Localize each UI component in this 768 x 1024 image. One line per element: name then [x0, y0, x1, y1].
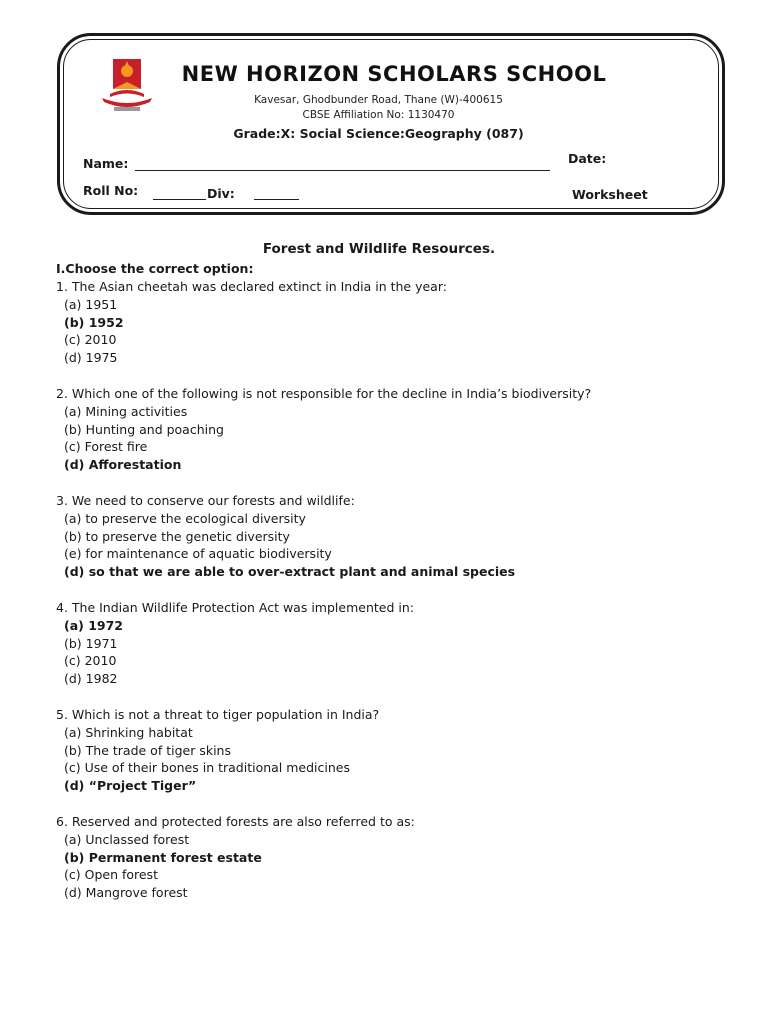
question-block: [56, 385, 746, 474]
affiliation-number: CBSE Affiliation No: 1130470: [302, 109, 455, 121]
option-correct: (d) so that we are able to over-extract plant and animal species: [64, 564, 516, 580]
option: (a) Shrinking habitat: [64, 724, 193, 740]
question-text: 1. The Asian cheetah was declared extinct in India in the year:: [56, 279, 447, 294]
option-correct: (a) 1972: [64, 617, 124, 633]
div-label: Div:: [207, 186, 235, 201]
question-text: 4. The Indian Wildlife Protection Act was implemented in:: [56, 599, 414, 615]
question-block: [56, 278, 746, 367]
grade-subject: Grade:X: Social Science:Geography (087): [233, 126, 524, 141]
date-label: Date:: [568, 151, 607, 166]
question-text: 2. Which one of the following is not responsible for the decline in India’s biodiversity?: [56, 385, 592, 401]
option: (b) to preserve the genetic diversity: [64, 528, 290, 544]
school-name: NEW HORIZON SCHOLARS SCHOOL: [181, 62, 607, 86]
option: (c) Use of their bones in traditional medicines: [64, 760, 350, 776]
question-block: [56, 599, 746, 688]
option: (b) Hunting and poaching: [64, 421, 224, 437]
name-label: Name:: [83, 156, 129, 171]
name-field-line[interactable]: [135, 170, 550, 171]
option: (a) to preserve the ecological diversity: [64, 510, 306, 526]
option: (a) Mining activities: [64, 403, 188, 419]
question-list: [56, 278, 746, 920]
option: (c) 2010: [64, 332, 117, 348]
div-field-line[interactable]: [254, 199, 299, 200]
option: (a) 1951: [64, 296, 118, 312]
worksheet-title: Forest and Wildlife Resources.: [262, 241, 496, 257]
option: (d) 1975: [64, 350, 118, 366]
option: (c) 2010: [64, 653, 117, 669]
option: (c) Open forest: [64, 867, 158, 883]
option-correct: (d) “Project Tiger”: [64, 778, 197, 794]
school-address: Kavesar, Ghodbunder Road, Thane (W)-400615: [254, 94, 503, 106]
question-block: [56, 492, 746, 581]
roll-no-field-line[interactable]: [153, 199, 206, 200]
question-block: [56, 706, 746, 795]
option: (b) 1971: [64, 635, 118, 651]
roll-no-label: Roll No:: [83, 183, 139, 198]
option: (c) Forest fire: [64, 439, 148, 455]
option: (d) 1982: [64, 671, 118, 687]
option: (d) Mangrove forest: [64, 885, 188, 901]
option-correct: (b) Permanent forest estate: [64, 849, 262, 865]
option-correct: (d) Afforestation: [64, 457, 182, 473]
option: (e) for maintenance of aquatic biodiversity: [64, 546, 332, 562]
section-heading: I.Choose the correct option:: [56, 261, 254, 276]
question-text: 5. Which is not a threat to tiger population in India?: [56, 706, 380, 722]
option-correct: (b) 1952: [64, 314, 124, 330]
option: (a) Unclassed forest: [64, 831, 190, 847]
question-text: 3. We need to conserve our forests and wildlife:: [56, 492, 355, 508]
question-block: [56, 813, 746, 902]
option: (b) The trade of tiger skins: [64, 742, 231, 758]
worksheet-label: Worksheet: [572, 187, 648, 202]
question-text: 6. Reserved and protected forests are also referred to as:: [56, 813, 415, 829]
